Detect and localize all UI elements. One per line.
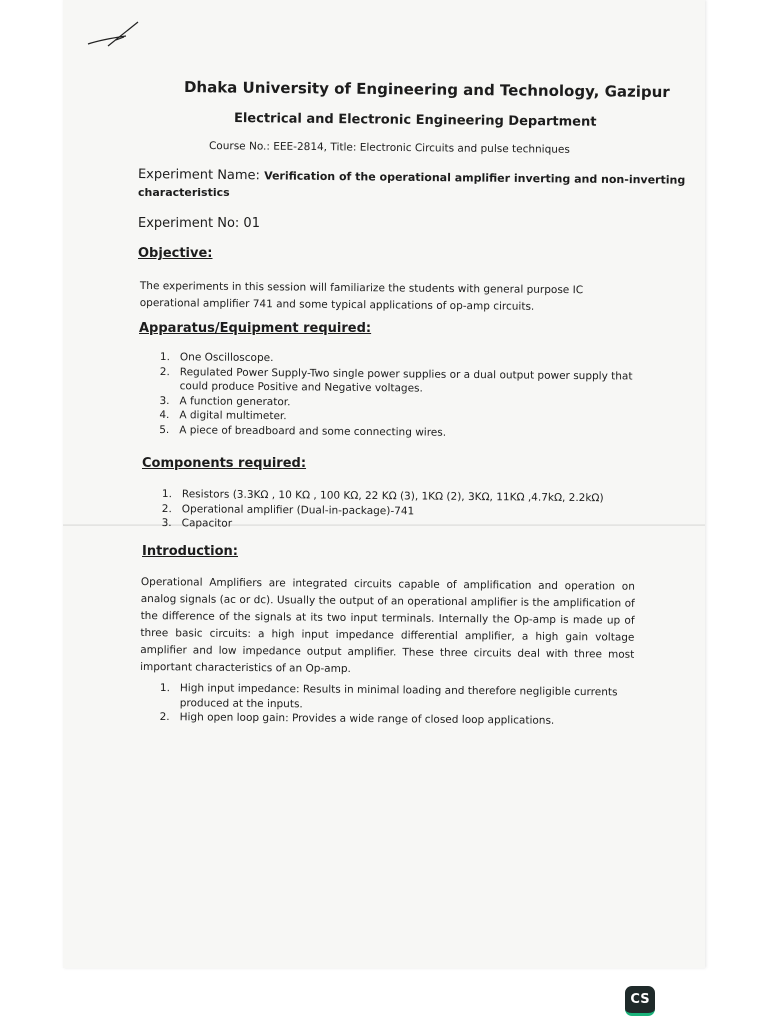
experiment-number: Experiment No: 01 <box>138 216 260 231</box>
course-line: Course No.: EEE-2814, Title: Electronic Circuits and pulse techniques <box>208 140 570 156</box>
department-title: Electrical and Electronic Engineering Department <box>233 111 597 130</box>
list-item-text: High input impedance: Results in minimal loading and therefore negligible currents produced at the inputs. <box>179 682 618 710</box>
list-item-number: 4. <box>159 409 170 422</box>
list-item-number: 3. <box>161 517 172 530</box>
list-item-number: 1. <box>159 681 171 695</box>
list-item-text: A function generator. <box>179 394 291 409</box>
list-item-text: Operational amplifier (Dual-in-package)-741 <box>181 502 415 518</box>
list-item-text: A piece of breadboard and some connecting wires. <box>179 424 447 439</box>
list-item-number: 5. <box>159 423 170 437</box>
components-list <box>162 487 622 535</box>
list-item-text: One Oscilloscope. <box>179 351 274 365</box>
experiment-name-title-cont: characteristics <box>138 186 230 199</box>
apparatus-list <box>159 350 640 442</box>
list-item-text: Regulated Power Supply-Two single power supplies or a dual output power supply that could produce Positive and Negative voltages. <box>179 365 633 395</box>
objective-text: The experiments in this session will familiarize the students with general purpose IC operational amplifier 741 and some typical applications of op-amp circuits. <box>139 279 584 313</box>
list-item <box>160 681 638 715</box>
components-heading: Components required: <box>142 456 307 471</box>
list-item-number: 2. <box>159 711 170 724</box>
list-item-number: 2. <box>159 365 170 378</box>
list-item-text: High open loop gain: Provides a wide range of closed loop applications. <box>179 711 555 727</box>
experiment-name-label: Experiment Name: <box>137 167 265 184</box>
list-item-number: 1. <box>159 350 171 364</box>
apparatus-heading: Apparatus/Equipment required: <box>139 321 372 336</box>
introduction-heading: Introduction: <box>142 544 238 559</box>
introduction-text: Operational Amplifiers are integrated circuits capable of amplification and operation on analog signals (ac or dc). Usually the output of an operational amplifier is the amplification of the difference of the signals at its two input terminals. Internally the Op-amp is made up of three basic circuits: a high input impedance differential amplifier, a high gain voltage amplifier and low impedance output amplifier. These three circuits deal with three most important characteristics of an Op-amp. <box>140 575 635 676</box>
list-item <box>160 365 640 399</box>
list-item-number: 3. <box>159 394 170 407</box>
list-item-text: Resistors (3.3KΩ , 10 KΩ , 100 KΩ, 22 KΩ (3), 1KΩ (2), 3KΩ, 11KΩ ,4.7kΩ, 2.2kΩ) <box>181 488 604 505</box>
camscanner-logo-icon: CS <box>625 986 655 1016</box>
university-title: Dhaka University of Engineering and Technology, Gazipur <box>183 78 670 102</box>
introduction-list <box>160 681 638 729</box>
list-item-number: 2. <box>161 502 172 515</box>
experiment-name-title: Verification of the operational amplifier inverting and non-inverting <box>264 169 686 187</box>
objective-heading: Objective: <box>138 246 213 261</box>
pen-scribble-mark <box>86 20 146 54</box>
list-item-text: Capacitor <box>181 517 233 530</box>
list-item-number: 1. <box>161 487 173 501</box>
list-item-text: A digital multimeter. <box>179 409 287 423</box>
